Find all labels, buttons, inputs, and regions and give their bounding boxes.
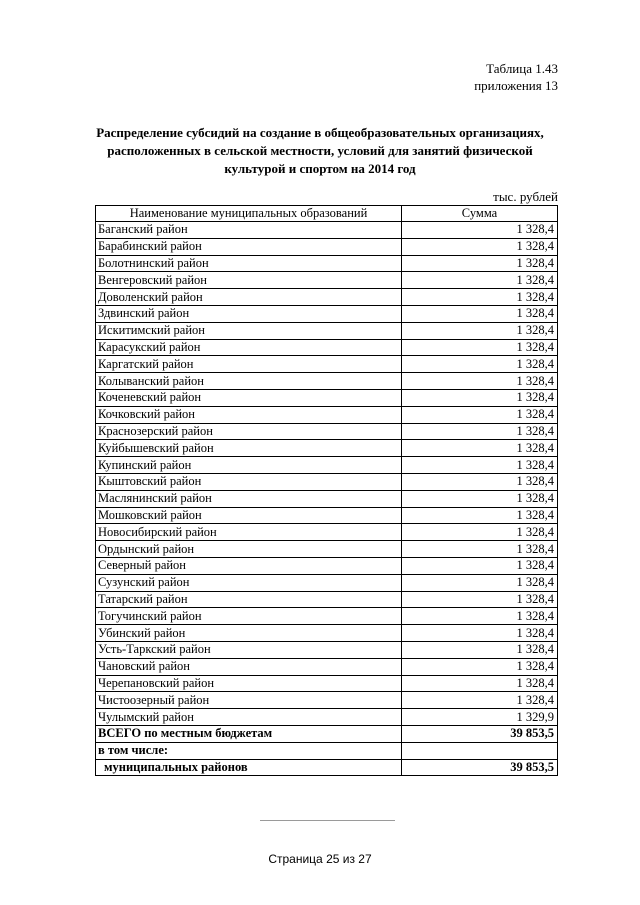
row-sum: 1 328,4 <box>402 675 558 692</box>
row-name: Краснозерский район <box>96 423 402 440</box>
table-row <box>96 709 558 726</box>
including-row <box>96 742 558 759</box>
table-header-row <box>96 206 558 222</box>
row-sum: 1 328,4 <box>402 692 558 709</box>
row-name: Купинский район <box>96 457 402 474</box>
table-row <box>96 272 558 289</box>
row-sum: 1 328,4 <box>402 490 558 507</box>
table-label: Таблица 1.43 <box>486 61 558 76</box>
row-name: Чулымский район <box>96 709 402 726</box>
total-row <box>96 725 558 742</box>
table-row <box>96 591 558 608</box>
total-sum: 39 853,5 <box>402 725 558 742</box>
row-sum: 1 328,4 <box>402 305 558 322</box>
table-number-header <box>474 60 558 94</box>
table-row <box>96 305 558 322</box>
row-name: Здвинский район <box>96 305 402 322</box>
table-row <box>96 457 558 474</box>
row-name: Венгеровский район <box>96 272 402 289</box>
table-row <box>96 389 558 406</box>
row-sum: 1 328,4 <box>402 423 558 440</box>
page-number: Страница 25 из 27 <box>268 852 372 866</box>
table-row <box>96 373 558 390</box>
row-sum: 1 328,4 <box>402 389 558 406</box>
table-row <box>96 507 558 524</box>
subtotal-sum: 39 853,5 <box>402 759 558 776</box>
title-line-1: Распределение субсидий на создание в общеобразовательных организациях, <box>96 125 544 140</box>
table-row <box>96 255 558 272</box>
table-row <box>96 339 558 356</box>
including-label: в том числе: <box>96 742 402 759</box>
row-name: Коченевский район <box>96 389 402 406</box>
column-header-sum: Сумма <box>402 206 558 222</box>
column-header-name: Наименование муниципальных образований <box>96 206 402 222</box>
table-row <box>96 238 558 255</box>
row-name: Баганский район <box>96 222 402 239</box>
row-sum: 1 328,4 <box>402 591 558 608</box>
row-name: Усть-Таркский район <box>96 641 402 658</box>
document-title <box>72 124 568 178</box>
row-sum: 1 328,4 <box>402 625 558 642</box>
row-name: Кыштовский район <box>96 473 402 490</box>
row-sum: 1 328,4 <box>402 457 558 474</box>
row-name: Болотнинский район <box>96 255 402 272</box>
row-sum: 1 328,4 <box>402 541 558 558</box>
row-name: Каргатский район <box>96 356 402 373</box>
title-line-3: культурой и спортом на 2014 год <box>224 161 416 176</box>
row-name: Северный район <box>96 557 402 574</box>
subtotal-label: муниципальных районов <box>96 759 402 776</box>
row-sum: 1 328,4 <box>402 440 558 457</box>
row-name: Новосибирский район <box>96 524 402 541</box>
row-sum: 1 328,4 <box>402 406 558 423</box>
row-sum: 1 328,4 <box>402 507 558 524</box>
row-name: Искитимский район <box>96 322 402 339</box>
row-sum: 1 328,4 <box>402 658 558 675</box>
row-sum: 1 328,4 <box>402 339 558 356</box>
table-row <box>96 222 558 239</box>
including-sum <box>402 742 558 759</box>
row-sum: 1 328,4 <box>402 473 558 490</box>
row-sum: 1 328,4 <box>402 272 558 289</box>
row-name: Доволенский район <box>96 289 402 306</box>
table-row <box>96 574 558 591</box>
row-name: Убинский район <box>96 625 402 642</box>
table-row <box>96 322 558 339</box>
table-row <box>96 356 558 373</box>
row-sum: 1 328,4 <box>402 222 558 239</box>
footer-divider <box>260 820 395 821</box>
row-name: Чановский район <box>96 658 402 675</box>
row-sum: 1 328,4 <box>402 373 558 390</box>
row-sum: 1 328,4 <box>402 641 558 658</box>
subtotal-row <box>96 759 558 776</box>
row-sum: 1 328,4 <box>402 322 558 339</box>
row-name: Маслянинский район <box>96 490 402 507</box>
row-sum: 1 328,4 <box>402 608 558 625</box>
total-label: ВСЕГО по местным бюджетам <box>96 725 402 742</box>
table-row <box>96 440 558 457</box>
row-name: Кочковский район <box>96 406 402 423</box>
table-row <box>96 658 558 675</box>
appendix-label: приложения 13 <box>474 78 558 93</box>
row-sum: 1 328,4 <box>402 557 558 574</box>
units-label: тыс. рублей <box>493 189 558 204</box>
row-name: Черепановский район <box>96 675 402 692</box>
row-name: Карасукский район <box>96 339 402 356</box>
table-row <box>96 473 558 490</box>
row-sum: 1 328,4 <box>402 574 558 591</box>
table-row <box>96 641 558 658</box>
row-name: Колыванский район <box>96 373 402 390</box>
row-name: Куйбышевский район <box>96 440 402 457</box>
table-row <box>96 524 558 541</box>
row-name: Сузунский район <box>96 574 402 591</box>
row-sum: 1 328,4 <box>402 255 558 272</box>
row-sum: 1 328,4 <box>402 289 558 306</box>
table-body <box>96 222 558 776</box>
table-row <box>96 608 558 625</box>
row-name: Ордынский район <box>96 541 402 558</box>
row-sum: 1 328,4 <box>402 524 558 541</box>
row-sum: 1 328,4 <box>402 238 558 255</box>
table-row <box>96 692 558 709</box>
title-line-2: расположенных в сельской местности, условий для занятий физической <box>107 143 533 158</box>
table-row <box>96 289 558 306</box>
table-row <box>96 423 558 440</box>
table-row <box>96 490 558 507</box>
row-sum: 1 328,4 <box>402 356 558 373</box>
table-row <box>96 541 558 558</box>
row-name: Барабинский район <box>96 238 402 255</box>
row-sum: 1 329,9 <box>402 709 558 726</box>
table-row <box>96 557 558 574</box>
row-name: Чистоозерный район <box>96 692 402 709</box>
table-row <box>96 625 558 642</box>
row-name: Татарский район <box>96 591 402 608</box>
row-name: Мошковский район <box>96 507 402 524</box>
subsidy-table <box>95 205 558 776</box>
table-row <box>96 675 558 692</box>
row-name: Тогучинский район <box>96 608 402 625</box>
table-row <box>96 406 558 423</box>
